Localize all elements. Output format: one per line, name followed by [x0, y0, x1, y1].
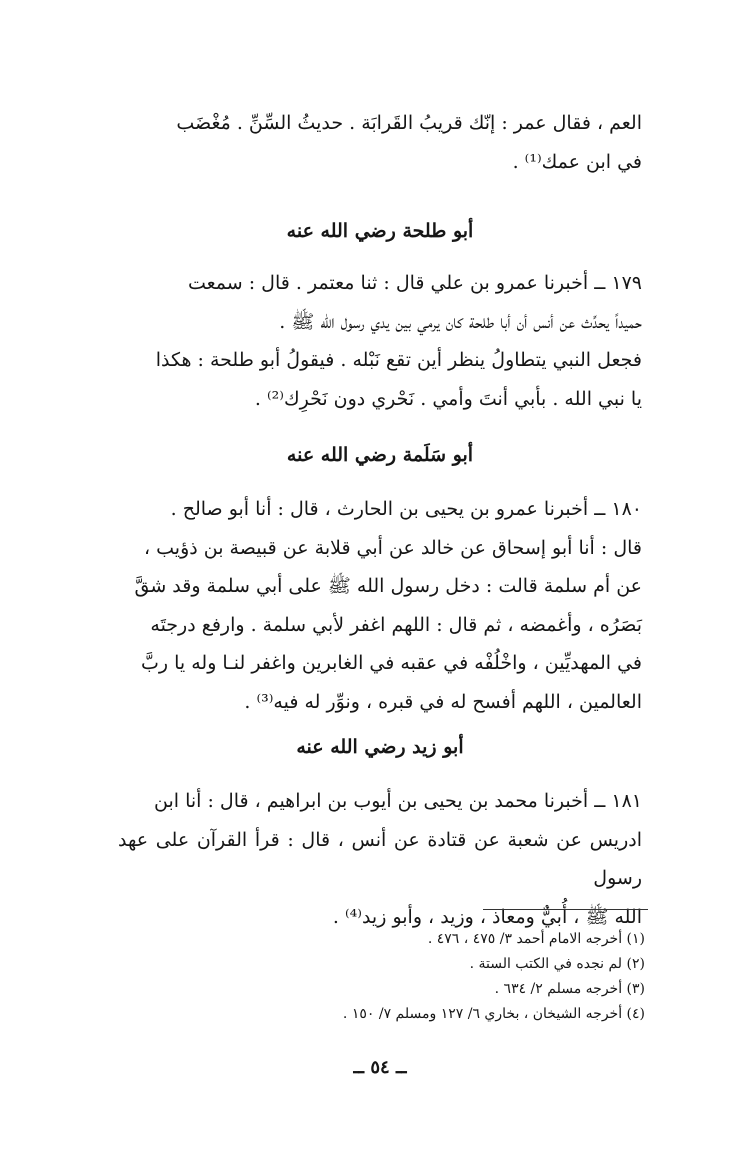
text-line: ١٨٠ ــ أخبرنا عمرو بن يحيى بن الحارث ، قال : أنا أبو صالح . [170, 498, 642, 520]
text-line: الله ﷺ ، أُبيٌّ ومعاذ ، وزيد ، وأبو زيد⁽⁴⁾ . [332, 905, 642, 928]
text-line: العالمين ، اللهم أفسح له في قبره ، ونوِّر له فيه⁽³⁾ . [244, 690, 642, 713]
section-heading-abu-talha: أبو طلحة رضي الله عنه [286, 220, 474, 242]
text-line: ١٨١ ــ أخبرنا محمد بن يحيى بن أيوب بن ابراهيم ، قال : أنا ابن [154, 790, 642, 812]
text-line: في المهديِّين ، واخْلُفْه في عقبه في الغابرين واغفر لنـا وله يا ربَّ [141, 652, 642, 674]
paragraph-hadith-181 [118, 782, 642, 936]
text-line: ادريس عن شعبة عن قتادة عن أنس ، قال : قرأ القرآن على عهد رسول [118, 828, 642, 889]
footnote-2: (٢) لم نجده في الكتب الستة . [469, 956, 645, 972]
text-line: في ابن عمك⁽¹⁾ . [512, 150, 642, 173]
paragraph-hadith-179 [118, 264, 642, 418]
text-line: بَصَرُه ، وأغمضه ، ثم قال : اللهم اغفر لأبي سلمة . وارفع درجتَه [150, 613, 642, 636]
footnote-3: (٣) أخرجه مسلم ٢/ ٦٣٤ . [494, 981, 645, 997]
text-line: فجعل النبي يتطاولُ ينظر أين تقع نَبْله . فيقولُ أبو طلحة : هكذا [155, 349, 642, 371]
text-line: العم ، فقال عمر : إنّك قريبُ القَرابَة . حديثُ السِّنِّ . مُغْضَب [176, 112, 642, 134]
paragraph-continuation [118, 104, 642, 181]
footnote-separator [483, 909, 648, 910]
footnote-1: (١) أخرجه الامام أحمد ٣/ ٤٧٥ ، ٤٧٦ . [427, 931, 645, 947]
text-line: يا نبي الله . بأبي أنتَ وأمي . نَحْري دون نَحْرِك⁽²⁾ . [254, 387, 642, 410]
section-heading-abu-zayd: أبو زيد رضي الله عنه [296, 736, 464, 758]
text-line: عن أم سلمة قالت : دخل رسول الله ﷺ على أبي سلمة وقد شقَّ [134, 575, 642, 597]
text-line: حميداً يحدِّث عن أنس أن أبا طلحة كان يرمي بين يدي رسول الله ﷺ . [279, 310, 642, 333]
paragraph-hadith-180 [118, 490, 642, 721]
footnote-4: (٤) أخرجه الشيخان ، بخاري ٦/ ١٢٧ ومسلم ٧/ ١٥٠ . [342, 1006, 645, 1022]
page-number: ــ ٥٤ ــ [353, 1057, 407, 1078]
text-line: قال : أنا أبو إسحاق عن خالد عن أبي قلابة عن قبيصة بن ذؤيب ، [143, 536, 642, 559]
text-line: ١٧٩ ــ أخبرنا عمرو بن علي قال : ثنا معتمر . قال : سمعت [187, 272, 642, 294]
section-heading-abu-salama: أبو سَلَمة رضي الله عنه [286, 444, 474, 466]
